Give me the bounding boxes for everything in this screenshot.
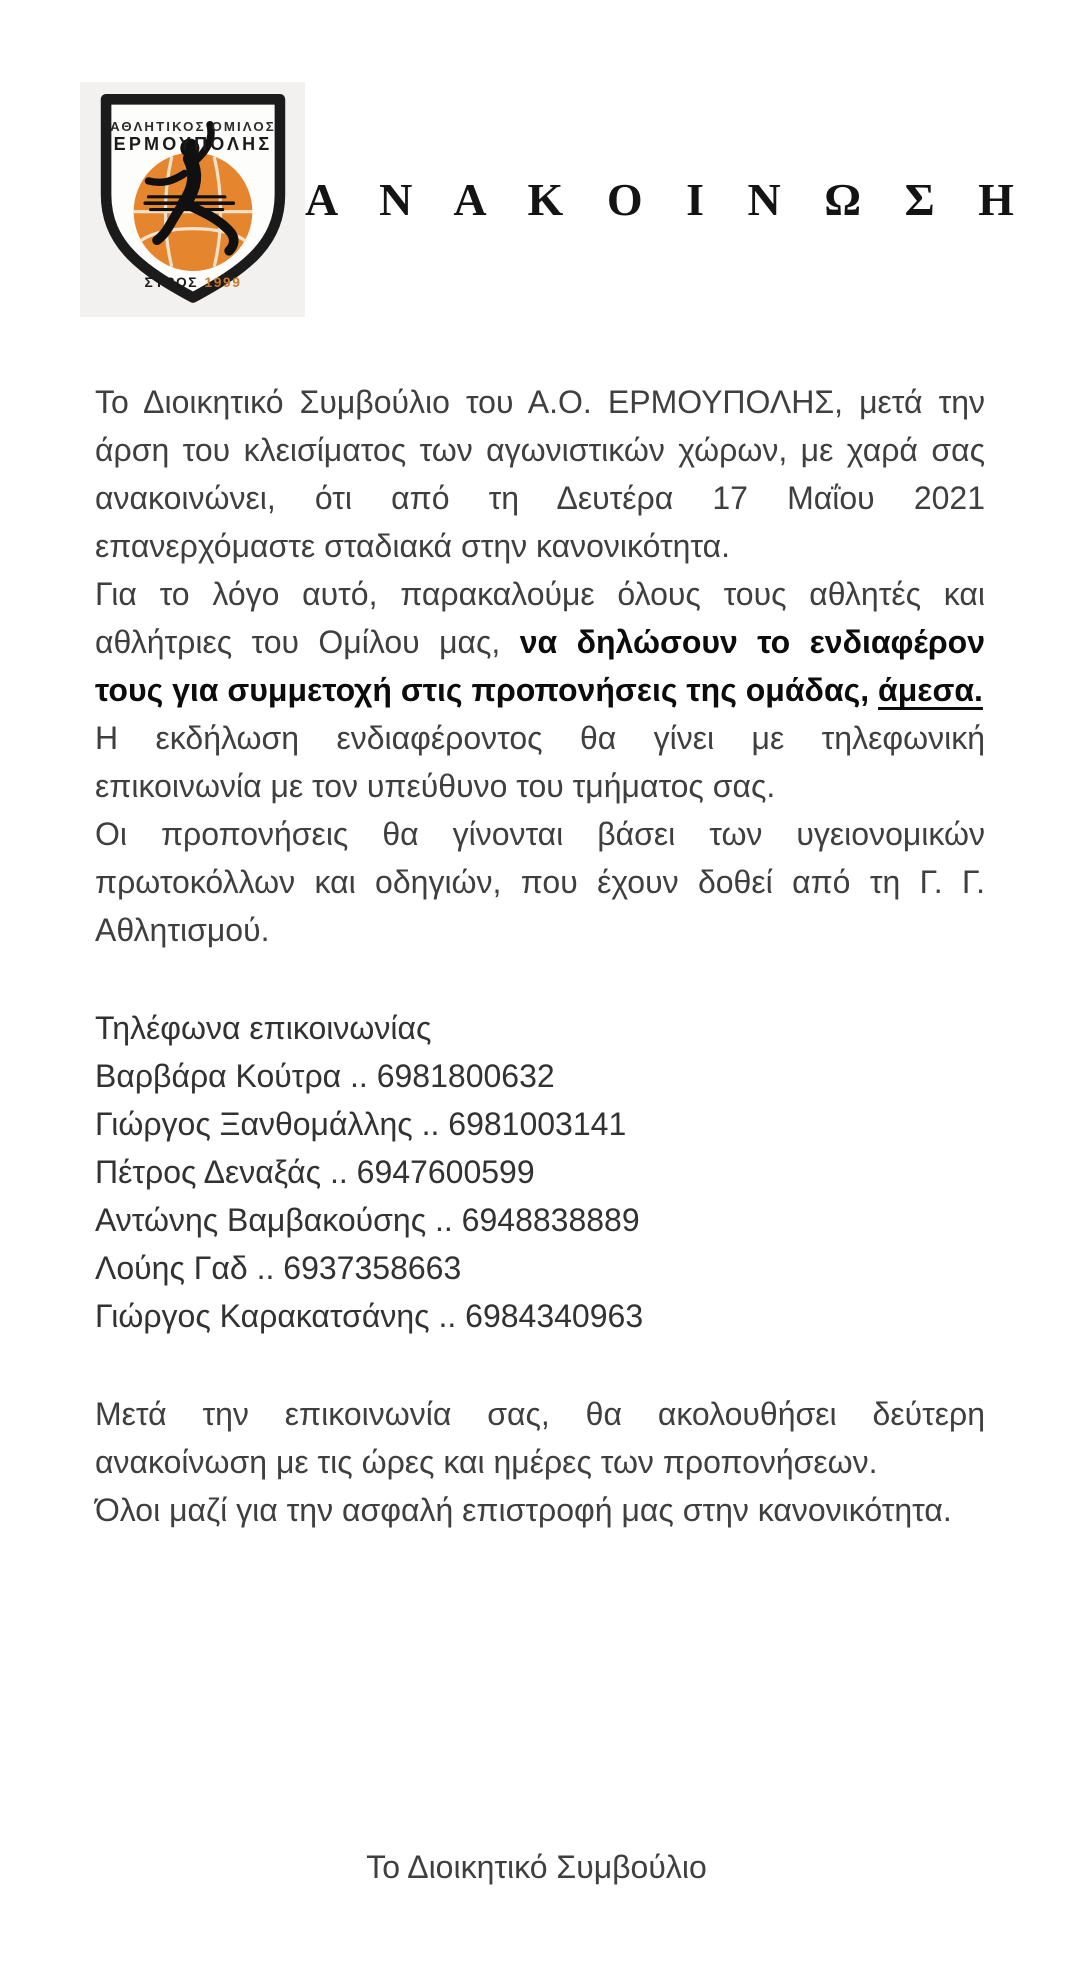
crest-city: ΣΥΡΟΣ [144,274,198,290]
paragraph-health-protocols: Οι προπονήσεις θα γίνονται βάσει των υγειονομικών πρωτοκόλλων και οδηγιών, που έχουν δοθεί από τη Γ. Γ. Αθλητισμού. [95,816,985,948]
closing-section [95,1390,985,1534]
document-body [95,378,985,1534]
contact-entry: Γιώργος Ξανθομάλλης .. 6981003141 [95,1106,627,1142]
signature-board: Το Διοικητικό Συμβούλιο [366,1849,707,1885]
contact-entry: Πέτρος Δεναξάς .. 6947600599 [95,1154,535,1190]
contacts-section [95,1004,985,1340]
contacts-heading: Τηλέφωνα επικοινωνίας [95,1010,432,1046]
contact-entry: Αντώνης Βαμβακούσης .. 6948838889 [95,1202,640,1238]
paragraph-intro: Το Διοικητικό Συμβούλιο του Α.Ο. ΕΡΜΟΥΠΟΛΗΣ, μετά την άρση του κλεισίματος των αγωνιστικών χώρων, με χαρά σας ανακοινώνει, ότι από τη Δευτέρα 17 Μαΐου 2021 επανερχόμαστε σταδιακά στην κανονικότητα. [95,384,985,564]
call-to-action-underlined-text: άμεσα. [878,672,983,708]
paragraph-safe-return: Όλοι μαζί για την ασφαλή επιστροφή μας στην κανονικότητα. [95,1492,952,1528]
crest-club-name-line1: ΑΘΛΗΤΙΚΟΣ ΟΜΙΛΟΣ [109,118,276,134]
call-to-action-bold-text: να δηλώσουν το ενδιαφέρον τους για συμμετοχή στις προπονήσεις της ομάδας, [95,624,986,708]
club-logo [80,82,305,317]
paragraph-phone-procedure: Η εκδήλωση ενδιαφέροντος θα γίνει με τηλεφωνική επικοινωνία με τον υπεύθυνο του τμήματος σας. [95,720,985,804]
announcement-title: Α Ν Α Κ Ο Ι Ν Ω Σ Η [305,174,1030,225]
crest-club-name-line2: ΕΡΜΟΥΠΟΛΗΣ [113,133,272,154]
crest-city-year [144,274,241,289]
call-to-action-normal-text: Για το λόγο αυτό, παρακαλούμε όλους τους αθλητές και αθλήτριες του Ομίλου μας, [95,576,985,660]
contact-entry: Γιώργος Καρακατσάνης .. 6984340963 [95,1298,644,1334]
contact-entry: Λούης Γαδ .. 6937358663 [95,1250,462,1286]
club-crest-icon [87,88,299,312]
paragraph-call-to-action [95,570,985,714]
document-header [80,82,1030,317]
crest-year: 1999 [203,274,241,290]
contact-entry: Βαρβάρα Κούτρα .. 6981800632 [95,1058,555,1094]
paragraph-followup-announcement: Μετά την επικοινωνία σας, θα ακολουθήσει δεύτερη ανακοίνωση με τις ώρες και ημέρες των προπονήσεων. [95,1396,985,1480]
